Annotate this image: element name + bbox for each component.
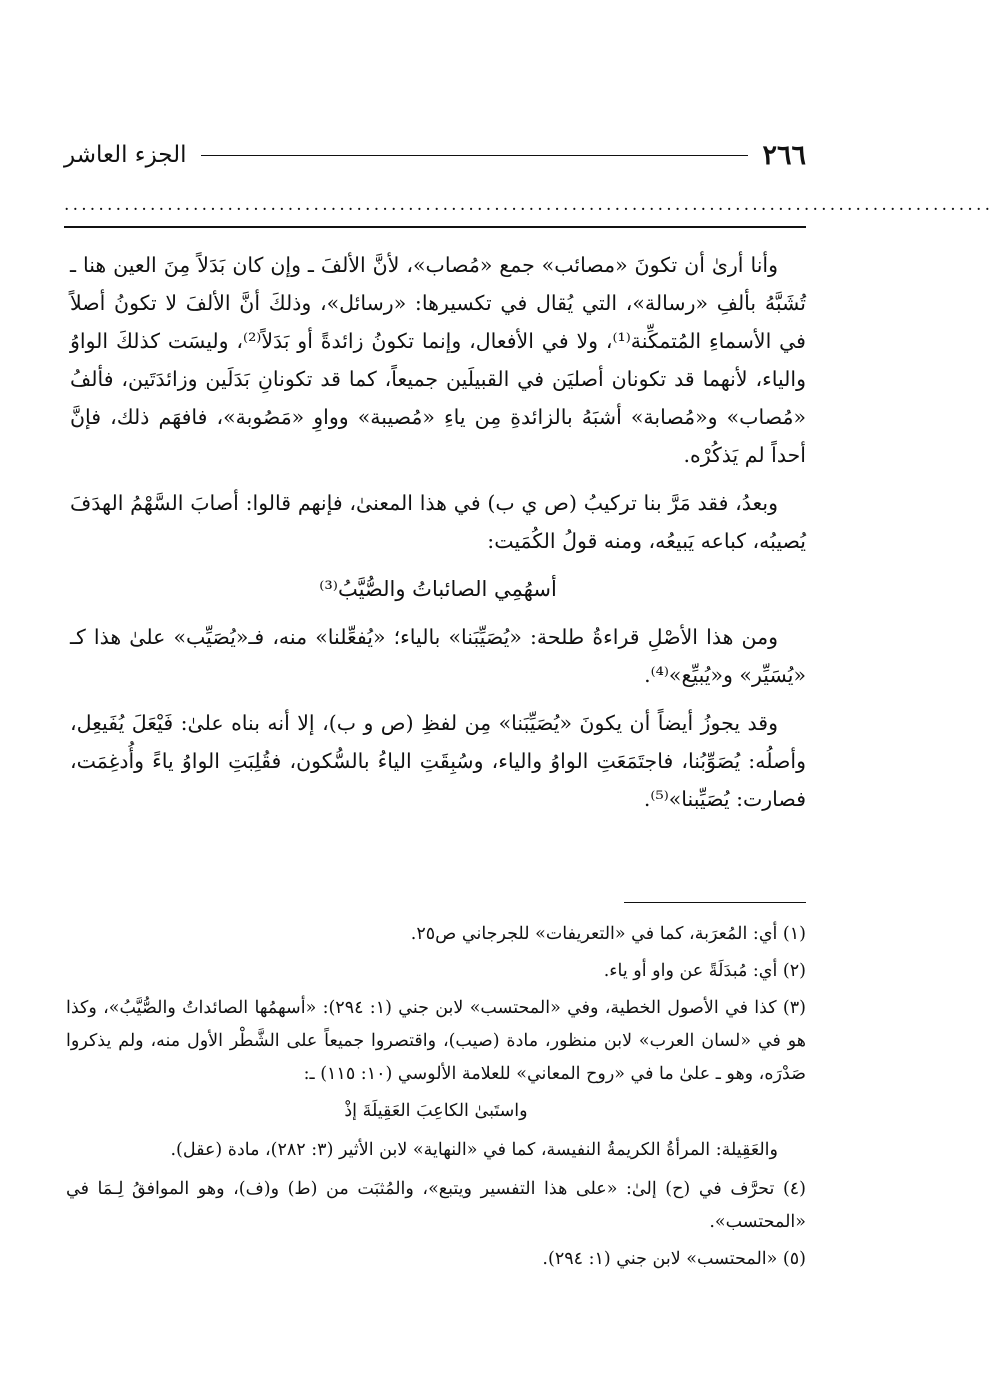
- page-number: ٢٦٦: [762, 139, 806, 171]
- footnotes: [66, 918, 806, 1280]
- footnote-3-gloss: والعَقِيلة: المرأةُ الكريمةُ النفيسة، كما في «النهاية» لابن الأثير (٣: ٢٨٢)، مادة (عقل).: [170, 1140, 778, 1160]
- ellipsis-line: ............................................................................................................: [64, 195, 993, 215]
- paragraph-3: ومن هذا الأصْلِ قراءةُ طلحة: «يُصَيِّبَنا» بالياء؛ «يُفعِّلنا» منه، فـ«يُصَيِّب» علىٰ هذا كـ «يُسَيِّر» و«يُبيِّع»⁽⁴⁾.: [70, 625, 806, 687]
- main-text: [70, 246, 806, 828]
- footnote-5: (٥) «المحتسب» لابن جني (١: ٢٩٤).: [542, 1249, 806, 1269]
- footnote-4: (٤) تحرَّف في (ح) إلىٰ: «على هذا التفسير ويتبع»، والمُثبَت من (ط) و(ف)، وهو الموافقُ لِـمَا في «المحتسب».: [66, 1179, 806, 1232]
- footnote-3: (٣) كذا في الأصول الخطية، وفي «المحتسب» لابن جني (١: ٢٩٤): «أسهمُها الصائداتُ والصُّيَّبُ»، وكذا هو في «لسان العرب» لابن منظور، مادة (صيب)، واقتصروا جميعاً على الشَّطْر الأول منه، ولم يذكروا صَدْرَه، وهو ـ علىٰ ما في «روح المعاني» للعلامة الألوسي (١٠: ١١٥) ـ:: [66, 998, 806, 1084]
- paragraph-4: وقد يجوزُ أيضاً أن يكونَ «يُصَيِّبَنا» مِن لفظِ (ص و ب)، إلا أنه بناه علىٰ: فَيْعَلَ يُفَيعِل، وأصلُه: يُصَوِّبُنا، فاجتَمَعَتِ الواوُ والياء، وسُبِقَتِ الياءُ بالسُّكون، فقُلِبَتِ الواوُ ياءً وأُدغِمَت، فصارت: يُصَيِّبنا»⁽⁵⁾.: [70, 711, 806, 811]
- running-header: [64, 135, 806, 175]
- part-title: الجزء العاشر: [64, 142, 187, 168]
- verse-line: أسهُمِي الصائباتُ والصُّيَّبُ⁽³⁾: [319, 577, 557, 601]
- footnote-1: (١) أي: المُعرَبة، كما في «التعريفات» للجرجاني ص٢٥.: [410, 924, 806, 944]
- footnote-3-verse: واستَبىٰ الكاعِبَ العَقِيلَةَ إذْ: [344, 1101, 528, 1121]
- header-rule: [201, 155, 749, 156]
- paragraph-2: وبعدُ، فقد مَرَّ بنا تركيبُ (ص ي ب) في هذا المعنىٰ، فإنهم قالوا: أصابَ السَّهْمُ الهدَفَ يُصيبُه، كباعه يَبيعُه، ومنه قولُ الكُمَيت:: [70, 491, 806, 553]
- footnote-2: (٢) أي: مُبدَلَةً عن واو أو ياء.: [603, 961, 806, 981]
- top-rule: [64, 226, 806, 228]
- footnote-separator: [624, 902, 806, 903]
- paragraph-1: وأنا أرىٰ أن تكونَ «مصائب» جمع «مُصاب»، لأنَّ الألفَ ـ وإن كان بَدَلاً مِنَ العين هنا ـ تُشَبَّهُ بألفِ «رسالة»، التي يُقال في تكسيرها: «رسائل»، وذلكَ أنَّ الألفَ لا تكونُ أصلاً في الأسماءِ المُتمكِّنة⁽¹⁾، ولا في الأفعال، وإنما تكونُ زائدةً أو بَدَلاً⁽²⁾، وليسَت كذلكَ الواوُ والياء، لأنهما قد تكونان أصليَن في القبيلَين جميعاً، كما قد تكونانِ بَدَلَين وزائدَتَين، فألفُ «مُصاب» و«مُصابة» أشبَهُ بالزائدةِ مِن ياءِ «مُصيبة» وواوِ «مَصُوبة»، فافهَم ذلك، فإنَّ أحداً لم يَذكُرْه.: [70, 253, 806, 467]
